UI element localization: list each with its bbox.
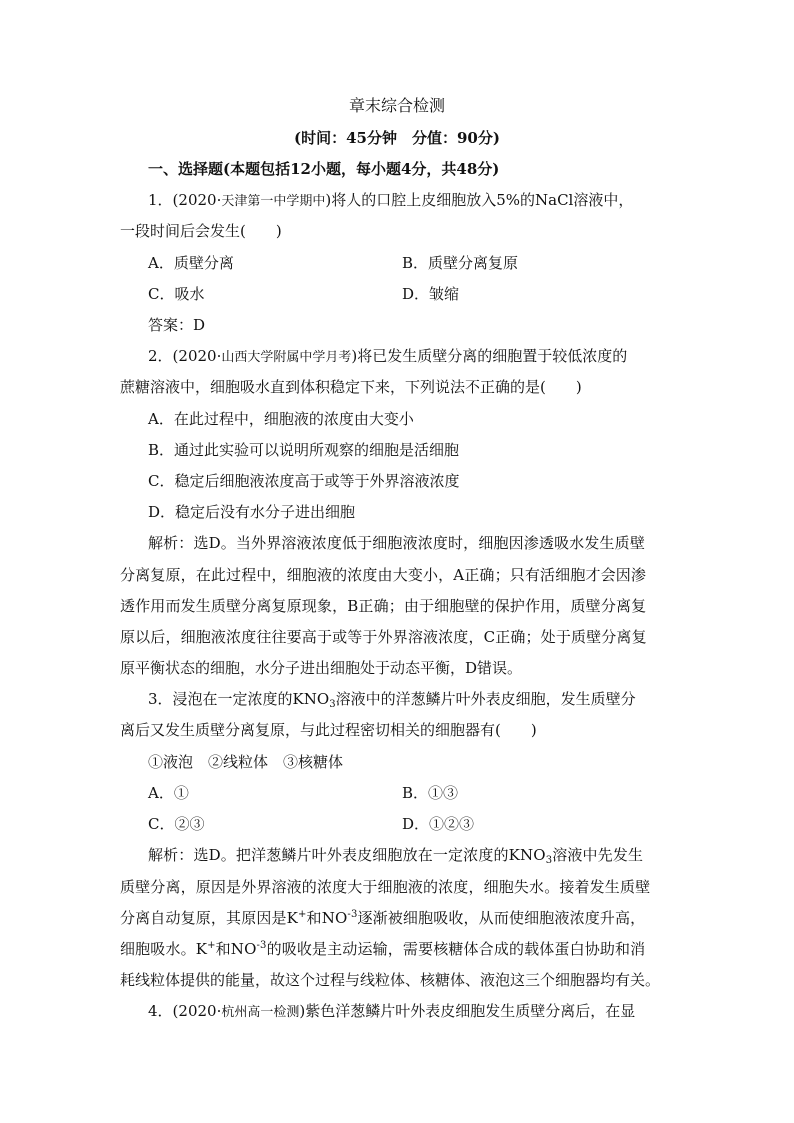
question-number: 3． bbox=[148, 690, 173, 708]
option-d: D．皱缩 bbox=[402, 285, 460, 303]
question-source: 山西大学附属中学月考 bbox=[221, 350, 352, 365]
option-d: D．①②③ bbox=[402, 815, 475, 833]
analysis-text: 的吸收是主动运输，需要核糖体合成的载体蛋白协助和消 bbox=[266, 940, 646, 958]
question-number: 4． bbox=[148, 1002, 173, 1020]
option-c: C．②③ bbox=[148, 815, 205, 833]
analysis-line: 耗线粒体提供的能量，故这个过程与线粒体、核糖体、液泡这三个细胞器均有关。 bbox=[120, 971, 661, 989]
source-prefix: (2020· bbox=[172, 1002, 222, 1020]
exam-meta: (时间：45分钟 分值：90分) bbox=[294, 129, 500, 147]
analysis-text: 解析：选D。把洋葱鳞片叶外表皮细胞放在一定浓度的KNO bbox=[148, 846, 546, 864]
option-c: C．吸水 bbox=[148, 285, 205, 303]
question-3-line-1 bbox=[148, 689, 708, 709]
analysis-line: 分离复原，在此过程中，细胞液的浓度由大变小，A正确；只有活细胞才会因渗 bbox=[120, 566, 647, 584]
option-b: B．通过此实验可以说明所观察的细胞是活细胞 bbox=[148, 441, 460, 459]
analysis-text: 和NO bbox=[306, 909, 348, 927]
analysis-text: 细胞吸水。K bbox=[120, 940, 208, 958]
question-text: )紫色洋葱鳞片叶外表皮细胞发生质壁分离后，在显 bbox=[299, 1002, 636, 1020]
analysis-line: 原平衡状态的细胞，水分子进出细胞处于动态平衡，D错误。 bbox=[120, 659, 523, 677]
superscript: + bbox=[207, 940, 216, 951]
analysis-text: 逐渐被细胞吸收，从而使细胞液浓度升高， bbox=[357, 909, 646, 927]
question-source: 杭州高一检测 bbox=[221, 1005, 300, 1020]
question-text: )将人的口腔上皮细胞放入5%的NaCl溶液中， bbox=[325, 191, 634, 209]
analysis-line: 透作用而发生质壁分离复原现象，B正确；由于细胞壁的保护作用，质壁分离复 bbox=[120, 597, 647, 615]
option-a: A．在此过程中，细胞液的浓度由大变小 bbox=[148, 410, 414, 428]
question-text: 溶液中的洋葱鳞片叶外表皮细胞，发生质壁分 bbox=[335, 690, 636, 708]
superscript: -3 bbox=[347, 909, 358, 920]
option-b: B．①③ bbox=[402, 784, 459, 802]
organelle-list: ①液泡 ②线粒体 ③核糖体 bbox=[148, 753, 344, 771]
subscript: 3 bbox=[329, 699, 336, 710]
subscript: 3 bbox=[545, 855, 553, 866]
analysis-line: 质壁分离，原因是外界溶液的浓度大于细胞液的浓度，细胞失水。接着发生质壁 bbox=[120, 878, 651, 896]
analysis-text: 分离自动复原，其原因是K bbox=[120, 909, 299, 927]
question-1-line-1 bbox=[148, 190, 708, 212]
option-a: A．质壁分离 bbox=[148, 254, 234, 272]
question-2-line-2: 蔗糖溶液中，细胞吸水直到体积稳定下来，下列说法不正确的是( ) bbox=[120, 378, 582, 396]
analysis-line bbox=[120, 939, 680, 959]
option-d: D．稳定后没有水分子进出细胞 bbox=[148, 503, 356, 521]
question-3-line-2: 离后又发生质壁分离复原，与此过程密切相关的细胞器有( ) bbox=[120, 721, 537, 739]
question-number: 2． bbox=[148, 347, 173, 365]
superscript: -3 bbox=[256, 940, 267, 951]
question-1-line-2: 一段时间后会发生( ) bbox=[120, 222, 282, 240]
question-4-line-1 bbox=[148, 1001, 708, 1023]
analysis-line bbox=[120, 908, 680, 928]
question-text: )将已发生质壁分离的细胞置于较低浓度的 bbox=[351, 347, 628, 365]
analysis-line: 解析：选D。当外界溶液浓度低于细胞液浓度时，细胞因渗透吸水发生质壁 bbox=[148, 534, 645, 552]
analysis-line bbox=[148, 845, 708, 865]
question-2-line-1 bbox=[148, 346, 708, 368]
question-text: 浸泡在一定浓度的KNO bbox=[172, 690, 330, 708]
option-b: B．质壁分离复原 bbox=[402, 254, 519, 272]
question-number: 1． bbox=[148, 191, 173, 209]
option-c: C．稳定后细胞液浓度高于或等于外界溶液浓度 bbox=[148, 472, 460, 490]
question-source: 天津第一中学期中 bbox=[221, 194, 326, 209]
document-title: 章末综合检测 bbox=[348, 96, 445, 115]
analysis-text: 和NO bbox=[215, 940, 257, 958]
option-a: A．① bbox=[148, 784, 189, 802]
source-prefix: (2020· bbox=[172, 347, 222, 365]
source-prefix: (2020· bbox=[172, 191, 222, 209]
analysis-text: 溶液中先发生 bbox=[552, 846, 644, 864]
superscript: + bbox=[298, 909, 307, 920]
section-heading: 一、选择题(本题包括12小题，每小题4分，共48分) bbox=[148, 160, 500, 178]
analysis-line: 原以后，细胞液浓度往往要高于或等于外界溶液浓度，C正确；处于质壁分离复 bbox=[120, 628, 647, 646]
answer-line: 答案：D bbox=[148, 316, 206, 334]
